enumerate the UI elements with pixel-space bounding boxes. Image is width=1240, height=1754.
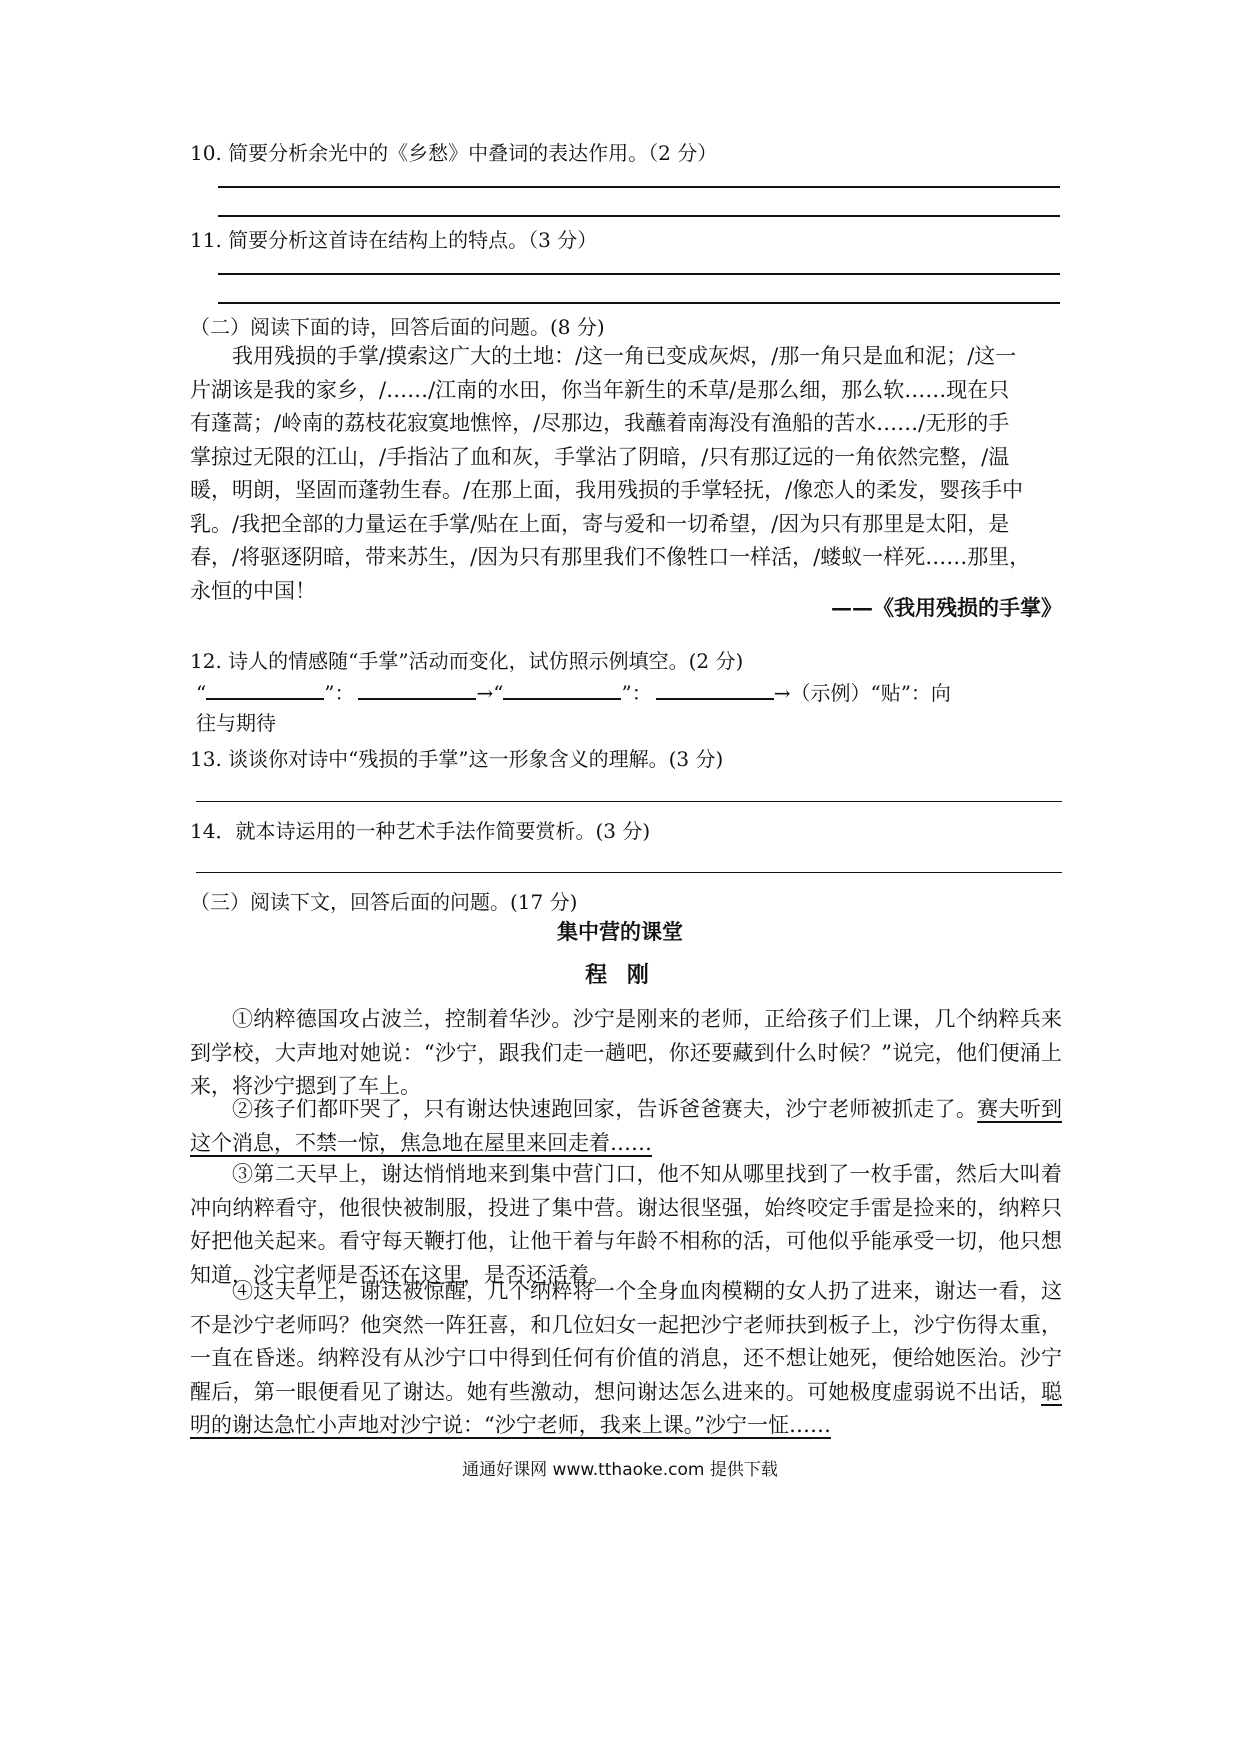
question-10: 10. 简要分析余光中的《乡愁》中叠词的表达作用。（2 分） — [190, 141, 718, 165]
question-11: 11. 简要分析这首诗在结构上的特点。（3 分） — [190, 228, 598, 252]
article-title: 集中营的课堂 — [557, 920, 683, 944]
poem-line: 我用残损的手掌/摸索这广大的土地：/这一角已变成灰烬，/那一角只是血和泥；/这一 — [232, 344, 1017, 368]
underlined-sentence: 赛夫听到这个消息，不禁一惊，焦急地在屋里来回走着…… — [190, 1097, 1063, 1155]
question-14: 14．就本诗运用的一种艺术手法作简要赏析。(3 分) — [190, 819, 651, 843]
poem-line: 乳。/我把全部的力量运在手掌/贴在上面，寄与爱和一切希望，/因为只有那里是太阳，是 — [190, 511, 1010, 536]
q12-fill-row — [196, 677, 1062, 709]
q12-example: （示例）“贴”：向 — [790, 681, 951, 705]
paragraph-3: ③第二天早上，谢达悄悄地来到集中营门口，他不知从哪里找到了一枚手雷，然后大叫着冲向纳粹看守，他很快被制服，投进了集中营。谢达很坚强，始终咬定手雷是捡来的，纳粹只好把他关起来。看守每天鞭打他，让他干着与年龄不相称的活，可他似乎能承受一切，他只想知道，沙宁老师是否还在这里，是否还活着。 — [190, 1162, 1062, 1287]
paragraph-4 — [190, 1275, 1062, 1443]
arrow-icon: → — [773, 681, 791, 705]
section-3-heading: （三）阅读下文，回答后面的问题。(17 分) — [190, 890, 578, 914]
poem-line: 春，/将驱逐阴暗，带来苏生，/因为只有那里我们不像牲口一样活，/蝼蚁一样死……那里， — [190, 545, 1031, 569]
section-2-heading: （二）阅读下面的诗，回答后面的问题。(8 分) — [190, 315, 605, 339]
question-13: 13. 谈谈你对诗中“残损的手掌”这一形象含义的理解。(3 分) — [190, 747, 724, 771]
paragraph-4-text: ④这天早上，谢达被惊醒，几个纳粹将一个全身血肉模糊的女人扔了进来，谢达一看，这不是沙宁老师吗？他突然一阵狂喜，和几位妇女一起把沙宁老师扶到板子上，沙宁伤得太重，一直在昏迷。纳粹没有从沙宁口中得到任何有价值的消息，还不想让她死，便给她医治。沙宁醒后，第一眼便看见了谢达。她有些激动，想问谢达怎么进来的。可她极度虚弱说不出话， — [190, 1279, 1062, 1404]
poem-line: 掌掠过无限的江山，/手指沾了血和灰，手掌沾了阴暗，/只有那辽远的一角依然完整，/温 — [190, 444, 1010, 469]
q12-example-cont: 往与期待 — [196, 711, 276, 735]
answer-line[interactable] — [196, 872, 1062, 873]
answer-line[interactable] — [218, 302, 1060, 304]
open-quote: “ — [493, 681, 504, 705]
answer-line[interactable] — [218, 273, 1060, 275]
poem-line: 暖，明朗，坚固而蓬勃生春。/在那上面，我用残损的手掌轻抚，/像恋人的柔发，婴孩手中 — [190, 478, 1024, 502]
answer-line[interactable] — [196, 801, 1062, 802]
poem-line: 永恒的中国！ — [190, 578, 316, 603]
paragraph-2 — [190, 1093, 1062, 1160]
close-quote: ”： — [621, 681, 652, 705]
arrow-icon: → — [476, 681, 494, 705]
poem-text — [190, 340, 1062, 608]
article-author: 程 刚 — [585, 963, 655, 988]
poem-line: 有蓬蒿；/岭南的荔枝花寂寞地憔悴，/尽那边，我蘸着南海没有渔船的苦水……/无形的手 — [190, 411, 1010, 435]
paragraph-2-text: ②孩子们都吓哭了，只有谢达快速跑回家，告诉爸爸赛夫，沙宁老师被抓走了。 — [232, 1097, 978, 1121]
fill-blank-4[interactable] — [656, 678, 774, 700]
fill-blank-3[interactable] — [503, 678, 621, 700]
answer-line[interactable] — [218, 215, 1060, 217]
close-quote: ”： — [324, 681, 355, 705]
paragraph-1: ①纳粹德国攻占波兰，控制着华沙。沙宁是刚来的老师，正给孩子们上课，几个纳粹兵来到学校，大声地对她说：“沙宁，跟我们走一趟吧，你还要藏到什么时候？”说完，他们便涌上来，将沙宁摁到了车上。 — [190, 1007, 1062, 1098]
poem-source: ——《我用残损的手掌》 — [831, 595, 1062, 620]
open-quote: “ — [196, 681, 207, 705]
underlined-sentence: 聪明的谢达急忙小声地对沙宁说：“沙宁老师，我来上课。”沙宁一怔…… — [190, 1379, 1062, 1437]
footer-watermark: 通通好课网 www.tthaoke.com 提供下载 — [462, 1460, 778, 1480]
poem-line: 片湖该是我的家乡，/……/江南的水田，你当年新生的禾草/是那么细，那么软……现在只 — [190, 377, 1010, 402]
fill-blank-1[interactable] — [206, 678, 324, 700]
question-12: 12. 诗人的情感随“手掌”活动而变化，试仿照示例填空。(2 分) — [190, 649, 744, 673]
answer-line[interactable] — [218, 186, 1060, 188]
fill-blank-2[interactable] — [358, 678, 476, 700]
